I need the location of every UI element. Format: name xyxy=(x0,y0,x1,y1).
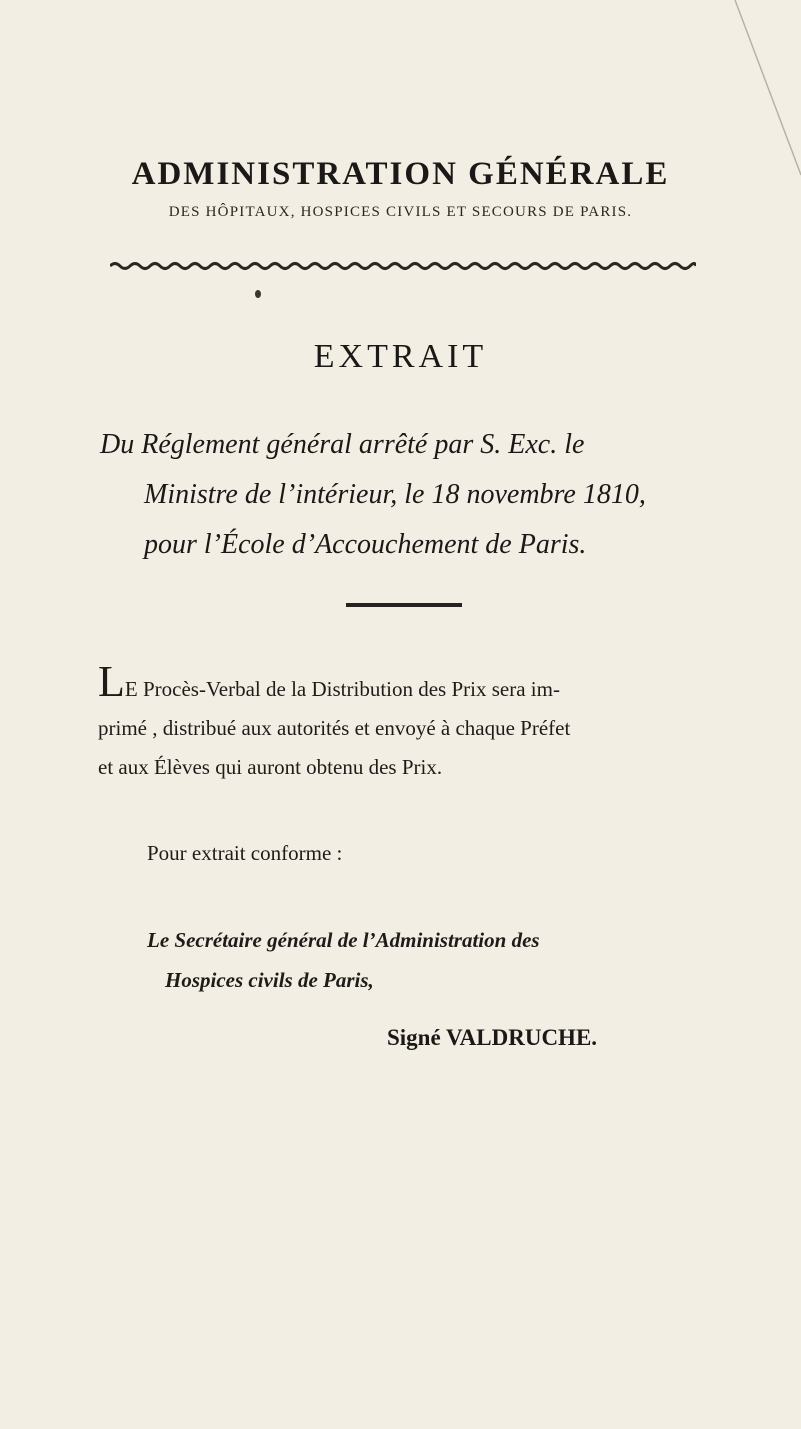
drop-cap: L xyxy=(98,657,125,706)
body-paragraph xyxy=(98,657,708,787)
signed-name: Signé VALDRUCHE. xyxy=(387,1025,598,1050)
signatory-line: Hospices civils de Paris, xyxy=(165,968,374,992)
signatory-title xyxy=(147,920,707,1000)
intro-line: Du Réglement général arrêté par S. Exc. le xyxy=(100,429,585,460)
header-title: ADMINISTRATION GÉNÉRALE xyxy=(131,156,670,192)
header-subtitle: DES HÔPITAUX, HOSPICES CIVILS ET SECOURS DE PARIS. xyxy=(168,204,633,220)
intro-line: Ministre de l’intérieur, le 18 novembre 1810, xyxy=(144,479,646,510)
intro-paragraph xyxy=(100,420,720,570)
body-line: primé , distribué aux autorités et envoyé à chaque Préfet xyxy=(98,716,571,740)
section-divider xyxy=(346,603,462,607)
ink-dot xyxy=(255,290,261,298)
body-line-text: E Procès-Verbal de la Distribution des Prix sera im- xyxy=(124,677,560,701)
conforme-line: Pour extrait conforme : xyxy=(147,841,343,865)
intro-line: pour l’École d’Accouchement de Paris. xyxy=(144,529,587,560)
body-line: et aux Élèves qui auront obtenu des Prix. xyxy=(98,755,443,779)
decorative-rule xyxy=(110,260,696,272)
section-heading: EXTRAIT xyxy=(313,338,488,375)
signatory-line: Le Secrétaire général de l’Administration des xyxy=(147,928,540,952)
body-line xyxy=(98,657,708,709)
